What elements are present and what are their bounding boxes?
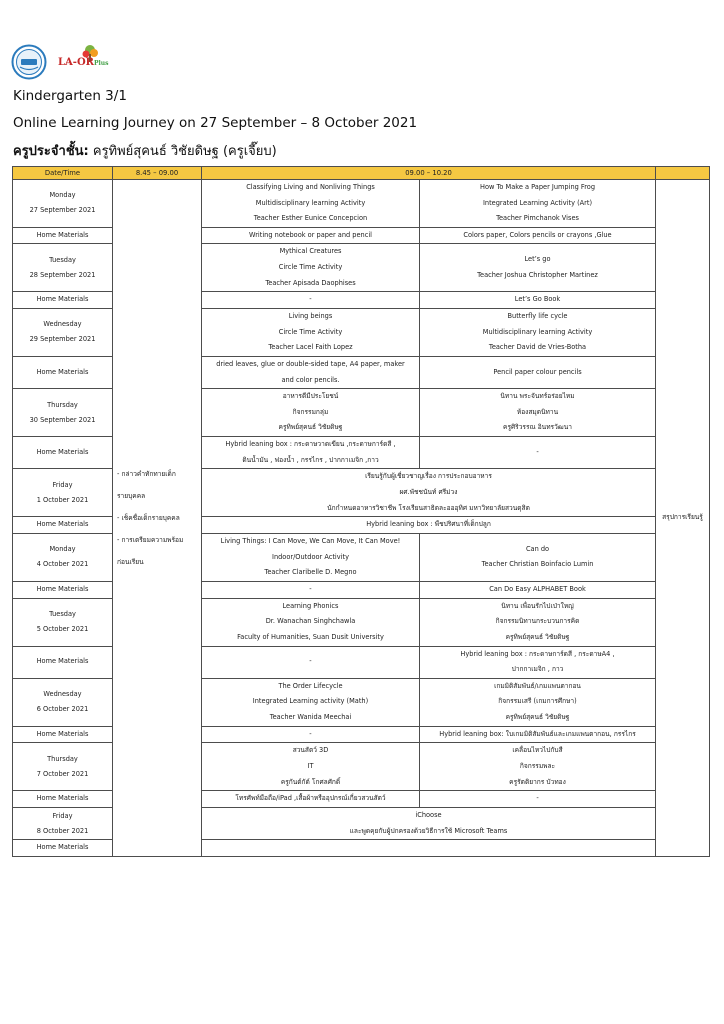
cell-line: Home Materials [36, 729, 89, 738]
cell-line: Wednesday [43, 320, 82, 329]
activity-cell-b [420, 308, 656, 356]
activity-cell-a [202, 227, 420, 244]
school-logo-icon [11, 44, 47, 80]
cell-line: Indoor/Outdoor Activity [272, 552, 349, 561]
cell-line: นิทาน เพื่อนรักไปเป่าใหญ่ [501, 601, 574, 610]
cell-line: Butterfly life cycle [507, 312, 568, 321]
cell-line: Colors paper, Colors pencils or crayons ,Glue [463, 230, 612, 239]
cell-line: Monday [49, 191, 76, 200]
teacher-label: ครูประจำชั้น: [13, 144, 89, 159]
activity-cell-a [202, 678, 420, 726]
date-cell [13, 389, 113, 437]
activity-cell-a [202, 180, 420, 228]
table-header-row [13, 167, 710, 180]
date-cell [13, 533, 113, 581]
cell-line: ครูทิพย์สุคนธ์ วิชัยดิษฐ [278, 423, 343, 432]
cell-line: Thursday [47, 400, 78, 409]
cell-line: Teacher Esther Eunice Concepcion [253, 214, 368, 223]
cell-line: Integrated Learning Activity (Art) [482, 198, 593, 207]
home-materials-label [13, 581, 113, 598]
activity-cell-b [420, 244, 656, 292]
cell-line: Home Materials [36, 295, 89, 304]
home-materials-label [13, 726, 113, 743]
cell-line: The Order Lifecycle [278, 681, 343, 690]
cell-line: Teacher Wanida Meechai [269, 713, 352, 722]
cell-line: - กล่าวคำทักทายเด็ก [117, 469, 176, 478]
activity-cell-b [420, 292, 656, 309]
cell-line: นิทาน พระจันทร์อร่อยไหม [500, 392, 575, 401]
cell-line: อาหารดีมีประโยชน์ [282, 392, 339, 401]
cell-line: ครูทิพย์สุคนธ์ วิชัยดิษฐ [505, 632, 570, 641]
cell-line: IT [307, 762, 314, 771]
cell-line: How To Make a Paper Jumping Frog [480, 183, 596, 191]
cell-line: - [536, 794, 539, 803]
cell-line: Living Things: I Can Move, We Can Move, It Can Move! [220, 537, 401, 546]
cell-line: ก่อนเรียน [117, 557, 144, 566]
cell-line: ปากกาเมจิก , กาว [511, 665, 564, 674]
cell-line: 1 October 2021 [36, 495, 89, 504]
activity-cell-a [202, 389, 420, 437]
class-title: Kindergarten 3/1 [13, 88, 127, 104]
activity-cell-b [420, 356, 656, 388]
col-date-header: Date/Time [13, 167, 113, 180]
cell-line: 8 October 2021 [36, 826, 89, 835]
activity-cell-a [202, 308, 420, 356]
cell-line: โทรศัพท์มือถือ/iPad ,เสื้อผ้าหรืออุปกรณ์เกี่ยวสวนสัตว์ [235, 794, 386, 803]
cell-line: Dr. Wanachan Singhchawla [265, 617, 356, 626]
home-materials-label [13, 840, 113, 857]
cell-line: Can Do Easy ALPHABET Book [489, 584, 586, 593]
activity-cell-b [420, 598, 656, 646]
cell-line: 7 October 2021 [36, 769, 89, 778]
cell-line: Classifying Living and Nonliving Things [246, 183, 375, 191]
cell-line: Teacher David de Vries-Botha [488, 343, 587, 352]
cell-line: Multidisciplinary learning Activity [255, 198, 366, 207]
activity-cell-b [420, 437, 656, 469]
cell-line: Monday [49, 545, 76, 554]
cell-line: ห้องสมุดนิทาน [516, 407, 559, 416]
cell-line: Mythical Creatures [279, 247, 342, 256]
home-materials-label [13, 517, 113, 534]
cell-line: ครูรัตติยากร บัวทอง [509, 777, 566, 786]
journey-title: Online Learning Journey on 27 September – 8 October 2021 [13, 115, 418, 131]
date-cell [13, 244, 113, 292]
early-activity-cell [113, 180, 202, 857]
cell-line: - การเตรียมความพร้อม [117, 535, 184, 544]
cell-line: Circle Time Activity [278, 327, 343, 336]
cell-line: Home Materials [36, 584, 89, 593]
cell-line: - [536, 447, 539, 456]
activity-cell-a [202, 244, 420, 292]
cell-line: Home Materials [36, 657, 89, 666]
cell-line: Circle Time Activity [278, 263, 343, 272]
date-cell [13, 807, 113, 839]
cell-line: Thursday [47, 754, 78, 763]
cell-line: Teacher Christian Boinfacio Lumin [481, 560, 594, 569]
cell-line: 28 September 2021 [29, 270, 96, 279]
cell-line: Let’s go [524, 255, 551, 264]
teacher-name: ครูทิพย์สุคนธ์ วิชัยดิษฐ (ครูเจี๊ยบ) [88, 144, 277, 159]
date-cell [13, 180, 113, 228]
cell-line: Teacher Claribelle D. Megno [264, 568, 357, 577]
activity-cell-a [202, 437, 420, 469]
activity-cell-a [202, 292, 420, 309]
cell-line: เรียนรู้กับผู้เชี่ยวชาญเรื่อง การประกอบอาหาร [365, 472, 492, 481]
activity-cell-a [202, 743, 420, 791]
cell-line: ผศ.พัชชนันท์ ศรีม่วง [399, 488, 458, 497]
activity-cell-b [420, 646, 656, 678]
home-materials-label [13, 791, 113, 808]
cell-line: Tuesday [49, 255, 76, 264]
activity-cell-a [202, 598, 420, 646]
cell-line: Faculty of Humanities, Suan Dusit University [237, 632, 384, 641]
col-summary-header [656, 167, 710, 180]
logo-text: LA-OR [58, 57, 94, 68]
cell-line: เคลื่อนไหวไปกับสี [512, 746, 563, 755]
cell-line: ดินน้ำมัน , ฟองน้ำ , กรรไกร , ปากกาเมจิก ,กาว [242, 455, 379, 464]
summary-cell [656, 180, 710, 857]
col-main-header: 09.00 – 10.20 [202, 167, 656, 180]
home-materials-label [13, 356, 113, 388]
day-row [13, 180, 710, 228]
logo-sup: Plus [93, 60, 109, 67]
cell-line: 27 September 2021 [29, 206, 96, 215]
cell-line: Home Materials [36, 367, 89, 376]
cell-line: และพูดคุยกับผู้ปกครองด้วยวิธีการใช้ Microsoft Teams [349, 826, 508, 835]
cell-line: Home Materials [36, 794, 89, 803]
activity-cell-b [420, 533, 656, 581]
cell-line: กิจกรรมนิทานกระบวนการคิด [495, 617, 580, 626]
activity-cell-full [202, 469, 656, 517]
cell-line: Hybrid leaning box : กระดาษวาดเขียน ,กระดาษการ์ดสี , [225, 440, 396, 449]
home-materials-label [13, 292, 113, 309]
cell-line: Teacher Joshua Christopher Martinez [477, 270, 598, 279]
cell-line: Home Materials [36, 520, 89, 529]
cell-line: สวนสัตว์ 3D [292, 746, 329, 755]
cell-line: Let’s Go Book [514, 295, 561, 304]
cell-line: - เช็คชื่อเด็กรายบุคคล [117, 513, 180, 522]
activity-cell-a [202, 533, 420, 581]
date-cell [13, 678, 113, 726]
date-cell [13, 308, 113, 356]
cell-line: Hybrid leaning box : พืชปริศนาที่เด็กปลูก [366, 520, 491, 529]
activity-cell-b [420, 743, 656, 791]
cell-line: กิจกรรมพละ [519, 762, 556, 771]
cell-line: Learning Phonics [282, 601, 339, 610]
activity-cell-a [202, 726, 420, 743]
activity-cell-b [420, 791, 656, 808]
home-materials-label [13, 227, 113, 244]
home-materials-label [13, 437, 113, 469]
cell-line: 30 September 2021 [29, 415, 96, 424]
cell-line: - [309, 584, 312, 593]
la-or-plus-logo-icon [56, 44, 114, 74]
cell-line: ครูทิพย์สุคนธ์ วิชัยดิษฐ [505, 713, 570, 722]
teacher-line [13, 140, 277, 161]
activity-cell-full [202, 807, 656, 839]
date-cell [13, 598, 113, 646]
activity-cell-b [420, 227, 656, 244]
cell-line: กิจกรรมกลุ่ม [292, 407, 329, 416]
cell-line: Hybrid leaning box: ใบเกมมิติสัมพันธ์และเกมแพนตากอน, กรรไกร [439, 729, 636, 738]
home-materials-label [13, 646, 113, 678]
cell-line: สรุปการเรียนรู้ [662, 513, 703, 522]
activity-cell-b [420, 726, 656, 743]
cell-line: Home Materials [36, 843, 89, 852]
cell-line: 5 October 2021 [36, 625, 89, 634]
schedule-table [12, 166, 710, 857]
cell-line: รายบุคคล [117, 491, 146, 500]
cell-line: Home Materials [36, 447, 89, 456]
schedule-body [13, 180, 710, 857]
cell-line: Can do [525, 544, 550, 553]
cell-line: iChoose [415, 810, 442, 819]
activity-cell-b [420, 180, 656, 228]
cell-line: Multidisciplinary learning Activity [482, 327, 593, 336]
cell-line: เกมมิติสัมพันธ์/เกมแพนตากอน [494, 681, 581, 690]
cell-line: กิจกรรมเสรี (เกมการศึกษา) [498, 697, 577, 706]
cell-line: Writing notebook or paper and pencil [249, 230, 372, 239]
col-early-header: 8.45 – 09.00 [113, 167, 202, 180]
activity-cell-full [202, 517, 656, 534]
activity-cell-a [202, 791, 420, 808]
date-cell [13, 469, 113, 517]
activity-cell-a [202, 646, 420, 678]
cell-line: ครูกันต์กัต์ โกศลศักดิ์ [280, 777, 341, 786]
cell-line: - [309, 657, 312, 666]
cell-line: Teacher Lacel Faith Lopez [268, 343, 353, 352]
activity-cell-b [420, 678, 656, 726]
cell-line: Friday [52, 480, 73, 489]
cell-line: นักกำหนดอาหารวิชาชีพ โรงเรียนสาธิตละอออุทิศ มหาวิทยาลัยสวนดุสิต [327, 503, 530, 512]
cell-line: Pencil paper colour pencils [493, 367, 582, 376]
activity-cell-a [202, 356, 420, 388]
cell-line: and color pencils. [281, 375, 340, 384]
activity-cell-b [420, 581, 656, 598]
cell-line: Wednesday [43, 690, 82, 699]
cell-line: Teacher Apisada Daophises [265, 278, 356, 287]
cell-line: dried leaves, glue or double-sided tape, A4 paper, maker [216, 359, 405, 368]
cell-line: Integrated Learning activity (Math) [252, 697, 369, 706]
activity-cell-a [202, 581, 420, 598]
activity-cell-full [202, 840, 656, 857]
cell-line: 6 October 2021 [36, 705, 89, 714]
date-cell [13, 743, 113, 791]
cell-line: Tuesday [49, 610, 76, 619]
cell-line: 29 September 2021 [29, 335, 96, 344]
cell-line: Home Materials [36, 230, 89, 239]
cell-line: ครูศิริวรรณ อินทรวัฒนา [503, 423, 572, 432]
cell-line: Friday [52, 811, 73, 820]
cell-line: Hybrid leaning box : กระดาษการ์ดสี , กระดาษA4 , [460, 649, 615, 658]
cell-line: - [309, 295, 312, 304]
activity-cell-b [420, 389, 656, 437]
cell-line: Living beings [288, 312, 333, 321]
cell-line: Teacher Pimchanok Vises [496, 214, 579, 223]
cell-line: - [309, 729, 312, 738]
cell-line: 4 October 2021 [36, 560, 89, 569]
